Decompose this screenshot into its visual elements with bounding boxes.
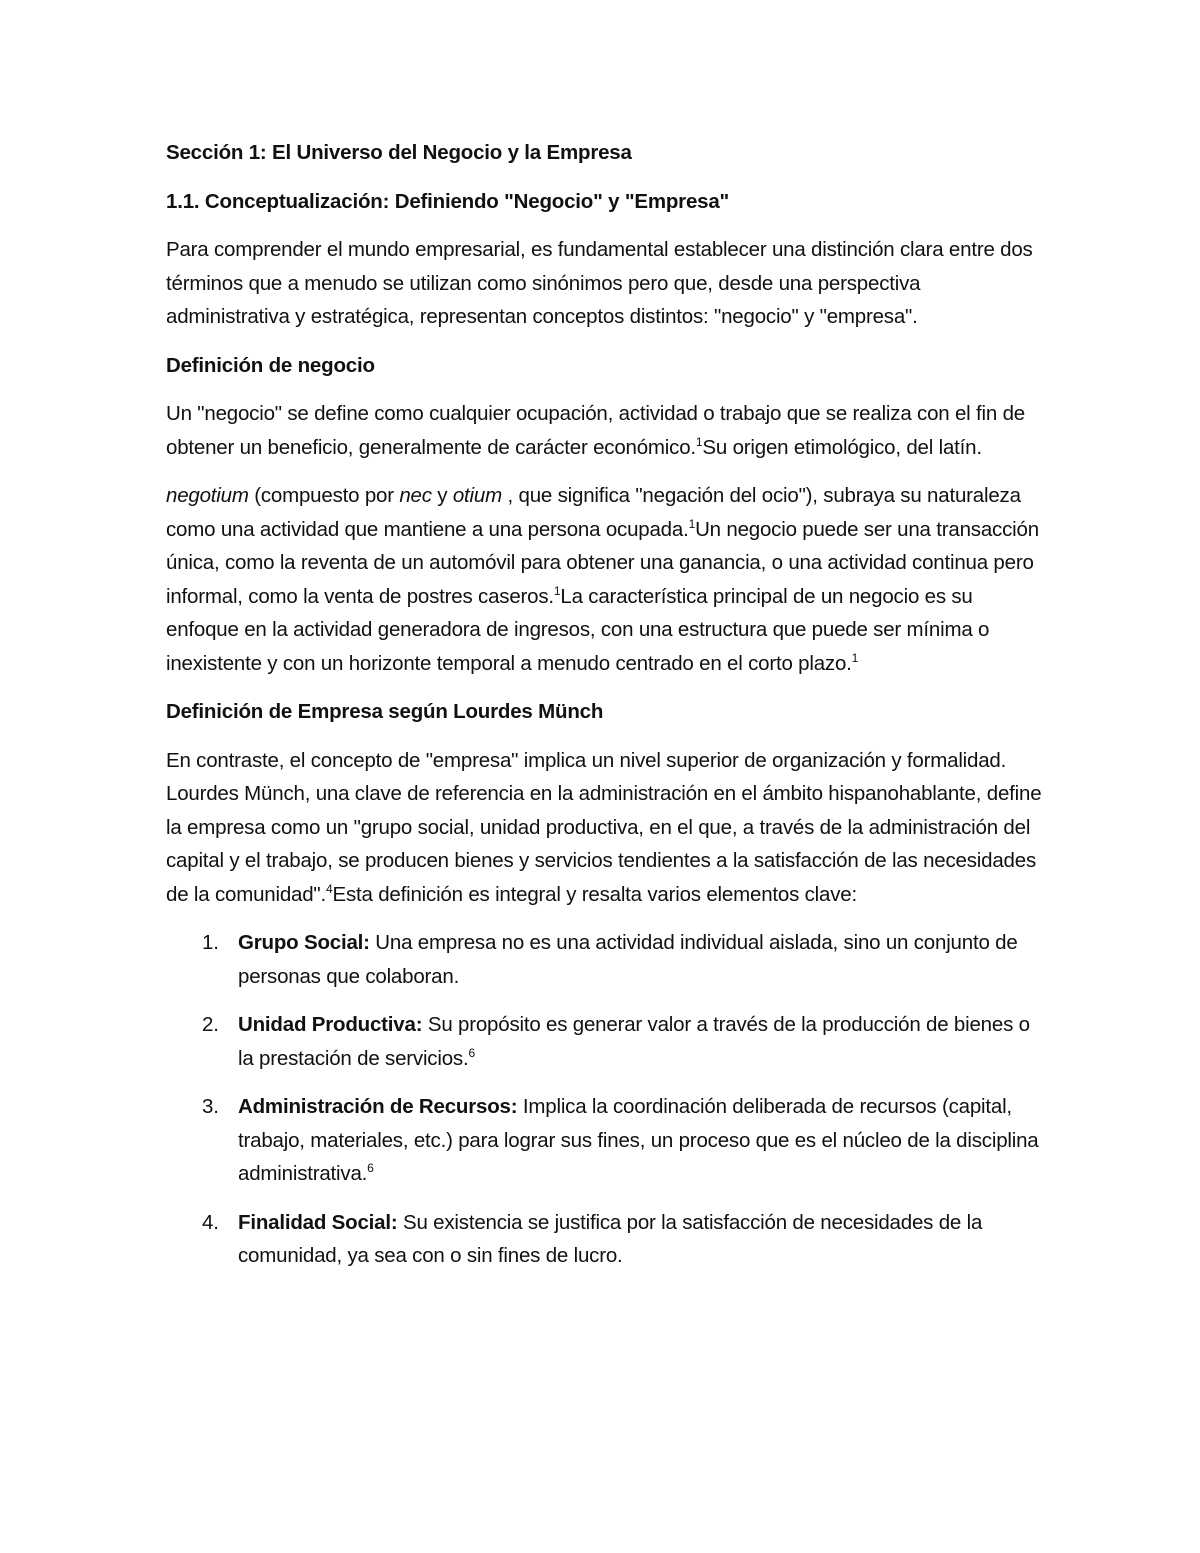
negocio-paragraph-1 — [166, 397, 1046, 464]
list-item — [166, 1090, 1046, 1191]
list-number: 3. — [202, 1095, 219, 1118]
list-term: Administración de Recursos: — [238, 1095, 518, 1118]
document-page — [166, 136, 1046, 1288]
negocio-p1-tail: Su origen etimológico, del latín. — [702, 435, 982, 459]
list-text: Implica la coordinación deliberada de recursos (capital, trabajo, materiales, etc.) para lograr sus fines, un proceso que es el núcleo de la disciplina administrativa. — [238, 1095, 1039, 1185]
section-title: Sección 1: El Universo del Negocio y la Empresa — [166, 141, 632, 164]
list-item — [166, 1206, 1046, 1273]
footnote-ref: 1 — [851, 650, 859, 665]
negocio-heading: Definición de negocio — [166, 353, 375, 377]
footnote-ref: 6 — [367, 1161, 374, 1176]
subsection-title: 1.1. Conceptualización: Definiendo "Negocio" y "Empresa" — [166, 189, 730, 213]
footnote-ref: 1 — [695, 434, 703, 449]
empresa-paragraph — [166, 744, 1046, 912]
empresa-p1-text: En contraste, el concepto de "empresa" implica un nivel superior de organización y formalidad. Lourdes Münch, una clave de referencia en la administración en el ámbito hispanohablante, define la empresa como un "grupo social, unidad productiva, en el que, a través de la administración del capital y el trabajo, se producen bienes y servicios tendientes a la satisfacción de las necesidades de la comunidad". — [166, 748, 1042, 906]
footnote-ref: 1 — [553, 583, 561, 598]
negocio-p2-text-b: , que significa "negación del ocio"), subraya su naturaleza como una actividad que mantiene a una persona ocupada. — [166, 484, 1021, 541]
negocio-p2-text-c: Un negocio puede ser una transacción única, como la reventa de un automóvil para obtener una ganancia, o una actividad continua pero informal, como la venta de postres caseros. — [166, 517, 1039, 608]
list-number: 1. — [202, 931, 219, 954]
list-text: Su propósito es generar valor a través de la producción de bienes o la prestación de servicios. — [238, 1013, 1030, 1070]
footnote-ref: 6 — [468, 1045, 475, 1060]
list-term: Unidad Productiva: — [238, 1013, 423, 1036]
term-negotium: negotium — [166, 484, 249, 507]
list-text: Una empresa no es una actividad individual aislada, sino un conjunto de personas que colaboran. — [238, 931, 1018, 988]
negocio-p1-text: Un "negocio" se define como cualquier ocupación, actividad o trabajo que se realiza con el fin de obtener un beneficio, generalmente de carácter económico. — [166, 402, 1025, 459]
negocio-paragraph-2 — [166, 479, 1046, 680]
term-nec: nec — [399, 484, 432, 507]
elements-list — [166, 926, 1046, 1273]
term-otium: otium — [452, 484, 502, 507]
empresa-p1-tail: Esta definición es integral y resalta varios elementos clave: — [332, 882, 857, 906]
intro-paragraph: Para comprender el mundo empresarial, es fundamental establecer una distinción clara entre dos términos que a menudo se utilizan como sinónimos pero que, desde una perspectiva administrativa y estratégica, representan conceptos distintos: "negocio" y "empresa". — [166, 238, 1033, 328]
list-term: Finalidad Social: — [238, 1210, 398, 1234]
empresa-heading: Definición de Empresa según Lourdes Münch — [166, 700, 604, 723]
list-text: Su existencia se justifica por la satisfacción de necesidades de la comunidad, ya sea con o sin fines de lucro. — [238, 1210, 983, 1267]
negocio-p2-text-d: La característica principal de un negocio es su enfoque en la actividad generadora de ingresos, con una estructura que puede ser mínima o inexistente y con un horizonte temporal a menudo centrado en el corto plazo. — [166, 584, 990, 675]
list-item — [166, 1008, 1046, 1075]
list-number: 4. — [202, 1210, 219, 1234]
list-term: Grupo Social: — [238, 931, 370, 954]
footnote-ref: 4 — [326, 881, 333, 896]
negocio-p2-text-y: y — [431, 484, 453, 507]
list-item — [166, 926, 1046, 993]
list-number: 2. — [202, 1013, 219, 1036]
footnote-ref: 1 — [688, 516, 696, 531]
negocio-p2-text-a: (compuesto por — [248, 484, 400, 507]
